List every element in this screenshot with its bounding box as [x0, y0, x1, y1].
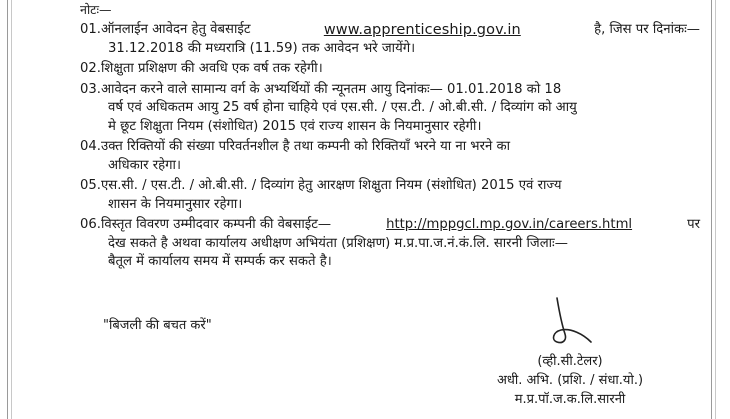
- careers-url-link[interactable]: http://mppgcl.mp.gov.in/careers.html: [386, 217, 633, 232]
- item-04-line-1: 04.उक्त रिक्तियों की संख्या परिवर्तनशील है तथा कम्पनी को रिक्तियॉं भरने या ना भरने का: [80, 139, 511, 154]
- item-06-line-1-tail: पर: [687, 217, 700, 232]
- right-border-line: [711, 0, 712, 419]
- list-item-01: [80, 21, 700, 58]
- signatory-name: (व्ही.सी.टेलर): [537, 354, 603, 369]
- left-border-line: [7, 0, 8, 419]
- item-02-line-1: 02.शिक्षुता प्रशिक्षण की अवधि एक वर्ष तक रहेगी।: [80, 61, 323, 76]
- item-03-line-2: वर्ष एवं अधिकतम आयु 25 वर्ष होना चाहिये एवं एस.सी. / एस.टी. / ओ.बी.सी. / दिव्यांग को आयु: [108, 100, 577, 115]
- signatory-designation: अधी. अभि. (प्रशि. / संधा.यो.): [496, 373, 644, 388]
- item-05-line-1: 05.एस.सी. / एस.टी. / ओ.बी.सी. / दिव्यांग हेतु आरक्षण शिक्षुता नियम (संशोधित) 2015 एवं राज्य: [80, 178, 562, 193]
- item-03-line-3: मे छूट शिक्षुता नियम (संशोधित) 2015 एवं राज्य शासन के नियमानुसार रहेगी।: [108, 118, 482, 134]
- signatory-organization: म.प्र.पॉ.ज.क.लि.सारनी: [514, 392, 626, 407]
- item-05-line-2: शासन के नियमानुसार रहेगा।: [108, 196, 243, 212]
- item-01-line-1-tail: है, जिस पर दिनांकः—: [594, 22, 700, 37]
- item-04-line-2: अधिकार रहेगा।: [108, 157, 181, 173]
- handwritten-signature: [535, 290, 605, 350]
- list-item-06: [80, 216, 700, 272]
- energy-saving-slogan: "बिजली की बचत करें": [103, 318, 212, 333]
- right-border-line-inner: [715, 0, 716, 419]
- item-06-line-2: देख सकते है अथवा कार्यालय अधीक्षण अभियंता (प्रशिक्षण) म.प्र.पा.ज.नं.कं.लि. सारनी जिलाः—: [108, 235, 568, 251]
- list-item-02: [80, 60, 700, 79]
- item-06-line-1: 06.विस्तृत विवरण उम्मीदवार कम्पनी की वेबसाईट— http://mppgcl.mp.gov.in/careers.html पर: [80, 216, 700, 235]
- note-heading: नोटः—: [80, 2, 112, 17]
- signature-block: [470, 352, 670, 409]
- apprenticeship-url-link[interactable]: www.apprenticeship.gov.in: [323, 22, 521, 38]
- list-item-04: [80, 138, 700, 175]
- list-item-03: [80, 81, 700, 137]
- item-number: 01.ऑनलाईन आवेदन हेतु वेबसाईट: [80, 22, 251, 37]
- item-03-line-1: 03.आवेदन करने वाले सामान्य वर्ग के अभ्यर्थियों की न्यूनतम आयु दिनांकः— 01.01.2018 को 18: [80, 81, 562, 97]
- item-01-line-1: [80, 21, 700, 40]
- item-06-line-3: बैतूल में कार्यालय समय में सम्पर्क कर सकते है।: [108, 254, 332, 269]
- notice-body: [80, 0, 700, 272]
- left-border-line-inner: [11, 0, 12, 419]
- list-item-05: [80, 177, 700, 214]
- item-01-line-2: 31.12.2018 की मध्यरात्रि (11.59) तक आवेदन भरे जायेंगे।: [108, 40, 416, 56]
